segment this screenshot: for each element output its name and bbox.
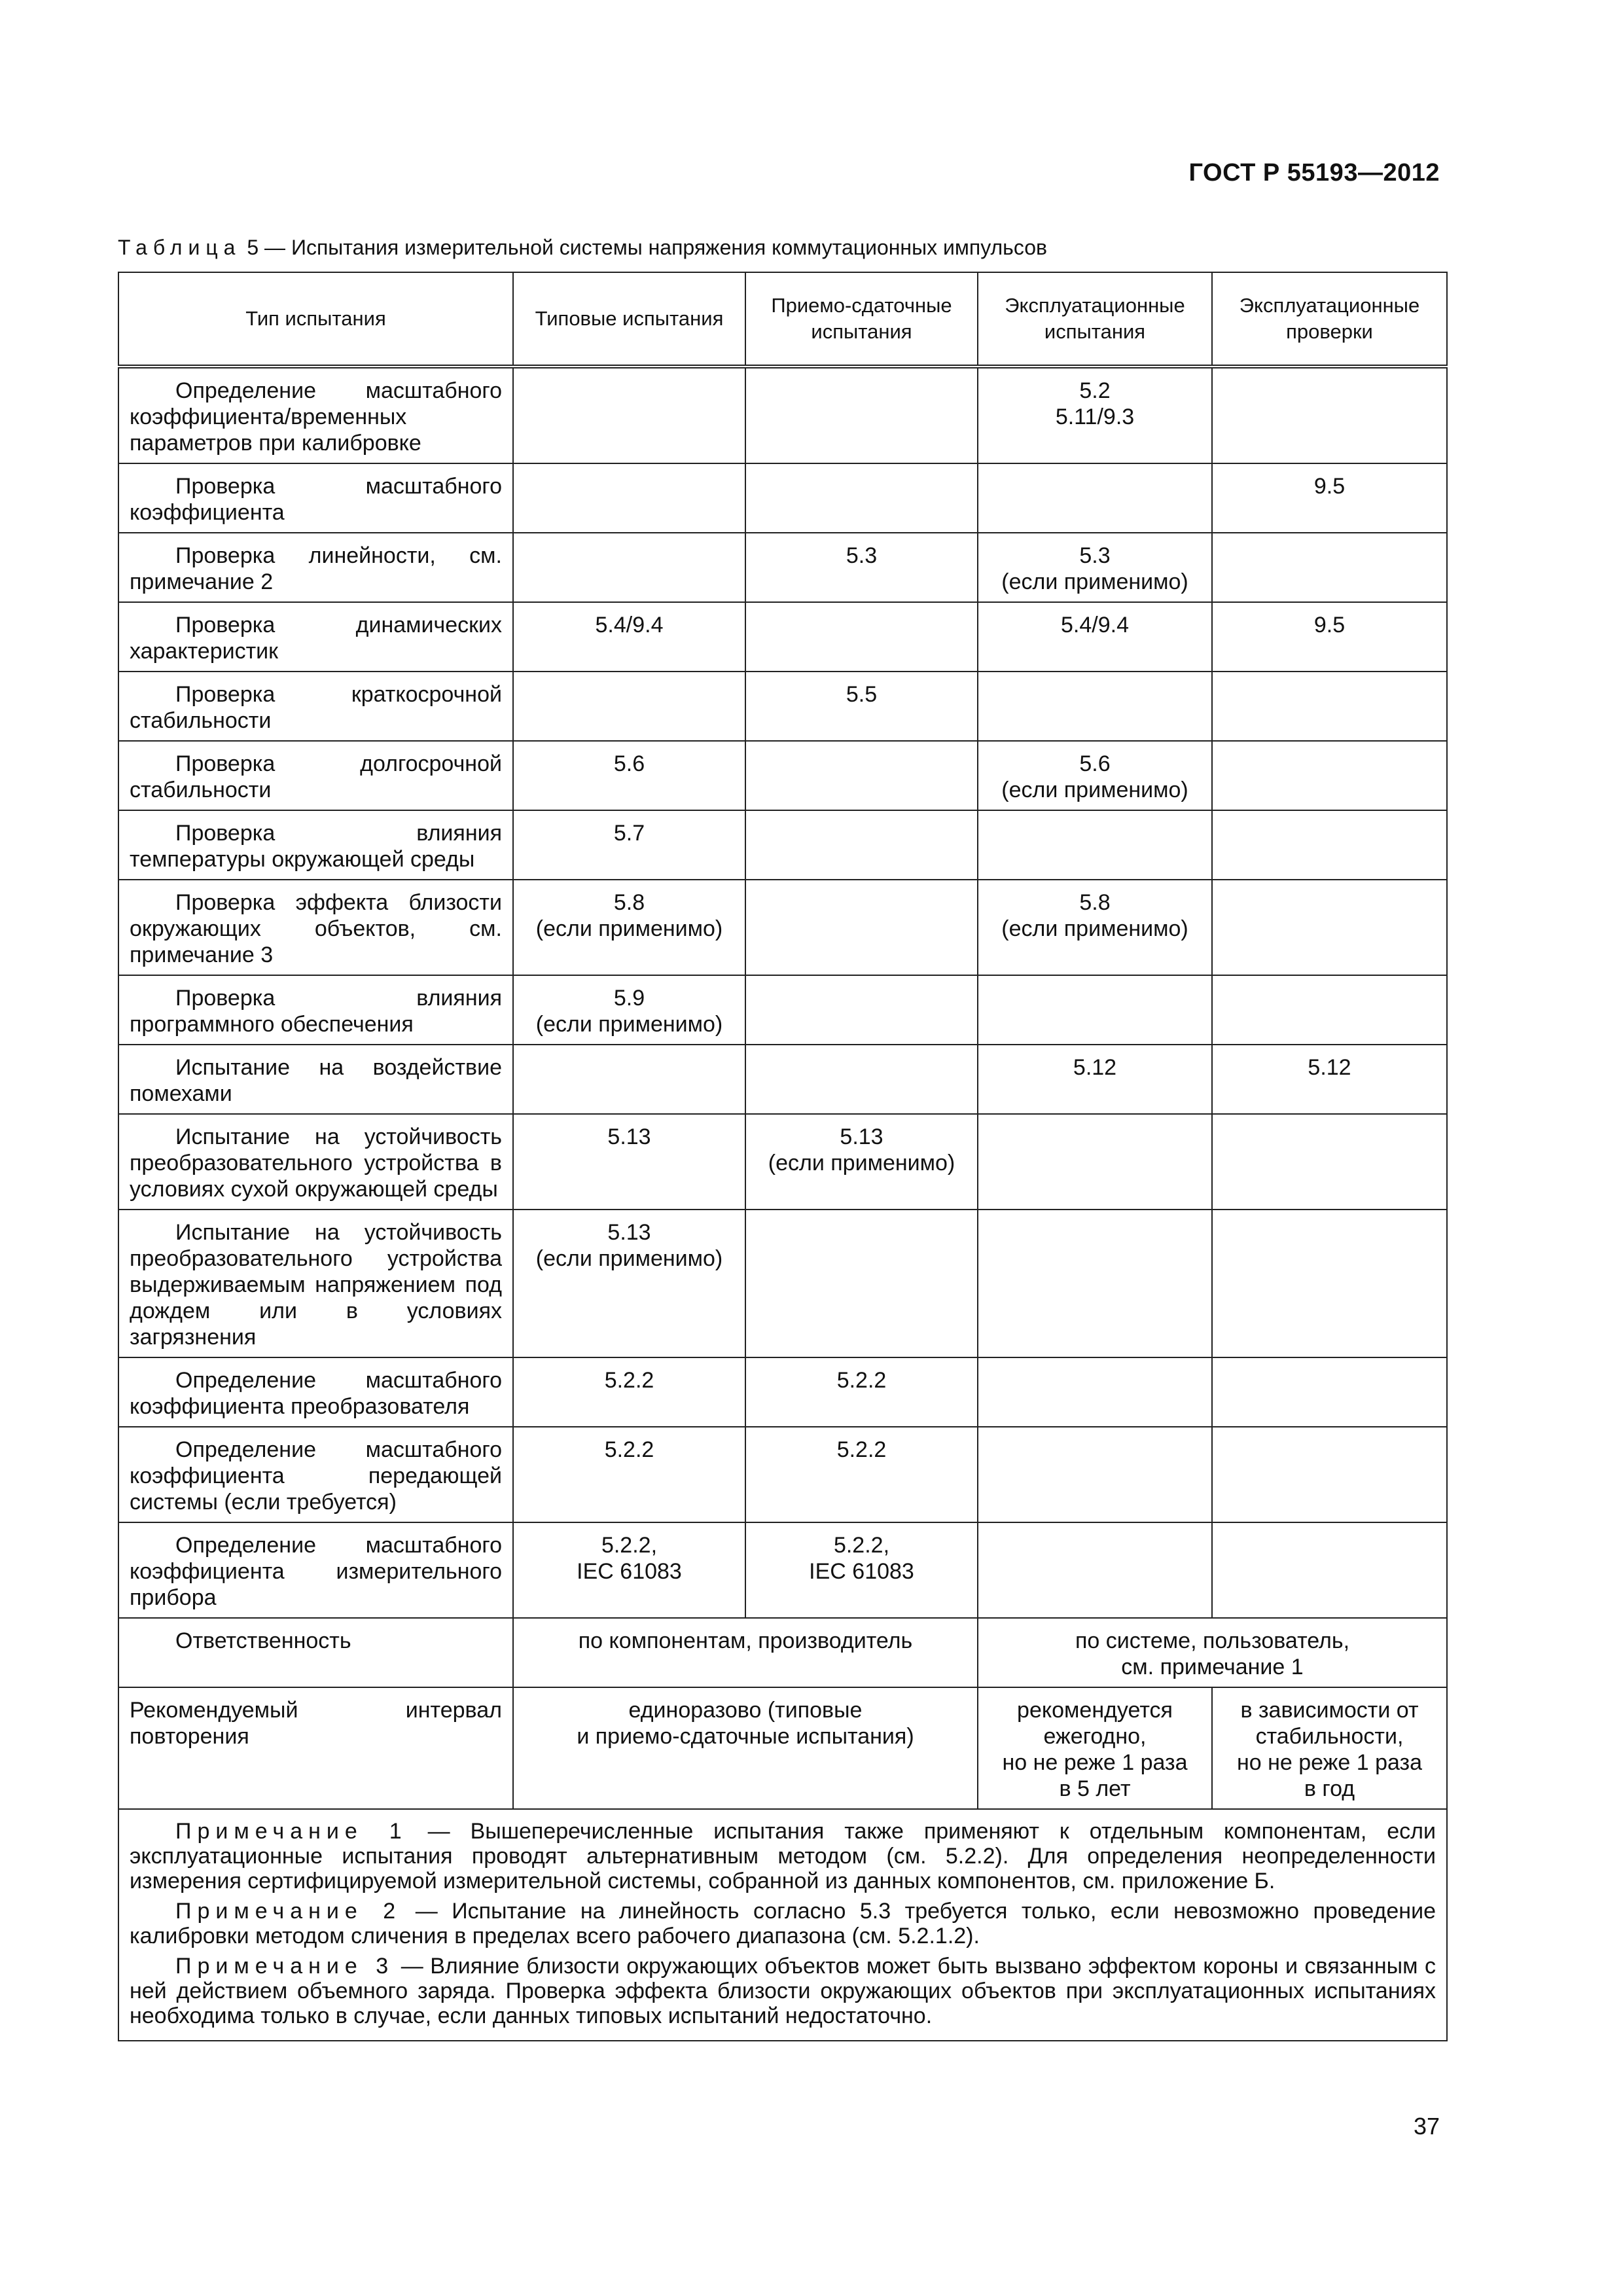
acceptance-cell: 5.5 (745, 672, 978, 741)
notes-row (118, 1809, 1447, 2041)
notes-cell (118, 1809, 1447, 2041)
test-type-cell: Проверка линейности, см. примечание 2 (118, 533, 513, 602)
table-row (118, 367, 1447, 463)
typical-cell (513, 533, 745, 602)
test-type-cell: Определение масштабного коэффициента/временных параметров при калибровке (118, 367, 513, 463)
checks-cell (1212, 367, 1447, 463)
table-row (118, 602, 1447, 672)
acceptance-cell (745, 367, 978, 463)
operational-cell (978, 672, 1212, 741)
typical-cell: 5.9 (если применимо) (513, 975, 745, 1045)
acceptance-cell (745, 463, 978, 533)
header-checks: Эксплуатационные проверки (1212, 272, 1447, 367)
operational-cell (978, 1114, 1212, 1210)
responsibility-user: по системе, пользователь, см. примечание 1 (978, 1618, 1447, 1687)
acceptance-cell (745, 1210, 978, 1357)
typical-cell: 5.13 (513, 1114, 745, 1210)
operational-cell (978, 1522, 1212, 1618)
table-row (118, 672, 1447, 741)
interval-stability: в зависимости от стабильности, но не реже 1 раза в год (1212, 1687, 1447, 1809)
test-type-cell: Проверка влияния программного обеспечения (118, 975, 513, 1045)
note-1-label: Примечание 1 (175, 1819, 408, 1844)
header-acceptance: Приемо-сдаточные испытания (745, 272, 978, 367)
standard-code: ГОСТ Р 55193—2012 (1188, 159, 1440, 187)
checks-cell (1212, 741, 1447, 810)
typical-cell: 5.4/9.4 (513, 602, 745, 672)
table-row (118, 1427, 1447, 1522)
table-caption (118, 236, 1047, 260)
checks-cell (1212, 1522, 1447, 1618)
operational-cell: 5.6 (если применимо) (978, 741, 1212, 810)
table-row (118, 810, 1447, 880)
table-caption-text: — Испытания измерительной системы напряжения коммутационных импульсов (264, 236, 1047, 259)
table-body (118, 367, 1447, 1618)
header-test-type: Тип испытания (118, 272, 513, 367)
acceptance-cell (745, 975, 978, 1045)
acceptance-cell: 5.2.2, IEC 61083 (745, 1522, 978, 1618)
test-type-cell: Определение масштабного коэффициента измерительного прибора (118, 1522, 513, 1618)
acceptance-cell (745, 810, 978, 880)
operational-cell (978, 1427, 1212, 1522)
acceptance-cell: 5.13 (если применимо) (745, 1114, 978, 1210)
table-row (118, 1210, 1447, 1357)
checks-cell (1212, 810, 1447, 880)
note-2-text: — Испытание на линейность согласно 5.3 требуется только, если невозможно проведение калибровки методом сличения в пределах всего рабочего диапазона (см. 5.2.1.2). (130, 1899, 1436, 1948)
operational-cell: 5.2 5.11/9.3 (978, 367, 1212, 463)
test-type-cell: Проверка влияния температуры окружающей среды (118, 810, 513, 880)
table-row (118, 533, 1447, 602)
table-row (118, 1045, 1447, 1114)
test-type-cell: Проверка эффекта близости окружающих объектов, см. примечание 3 (118, 880, 513, 975)
checks-cell: 9.5 (1212, 463, 1447, 533)
table-row (118, 975, 1447, 1045)
operational-cell (978, 810, 1212, 880)
typical-cell: 5.6 (513, 741, 745, 810)
responsibility-label: Ответственность (118, 1618, 513, 1687)
operational-cell: 5.3 (если применимо) (978, 533, 1212, 602)
interval-row (118, 1687, 1447, 1809)
header-typical: Типовые испытания (513, 272, 745, 367)
typical-cell: 5.2.2 (513, 1427, 745, 1522)
page-number: 37 (1413, 2113, 1440, 2140)
acceptance-cell (745, 741, 978, 810)
table-header-row (118, 272, 1447, 367)
test-type-cell: Проверка динамических характеристик (118, 602, 513, 672)
table-row (118, 463, 1447, 533)
note-2-label: Примечание 2 (175, 1899, 402, 1924)
checks-cell (1212, 1210, 1447, 1357)
table-row (118, 741, 1447, 810)
checks-cell (1212, 1114, 1447, 1210)
operational-cell (978, 1357, 1212, 1427)
tests-table (118, 272, 1448, 2041)
typical-cell: 5.2.2 (513, 1357, 745, 1427)
table-row (118, 1522, 1447, 1618)
typical-cell: 5.13 (если применимо) (513, 1210, 745, 1357)
interval-once: единоразово (типовые и приемо-сдаточные испытания) (513, 1687, 978, 1809)
interval-label-text: Рекомендуемый интервал повторения (130, 1698, 502, 1749)
acceptance-cell (745, 880, 978, 975)
checks-cell (1212, 975, 1447, 1045)
note-2 (130, 1899, 1436, 1948)
test-type-cell: Проверка масштабного коэффициента (118, 463, 513, 533)
note-1-text: — Вышеперечисленные испытания также применяют к отдельным компонентам, если эксплуатационные испытания проводят альтернативным методом (см. 5.2.2). Для определения неопределенности измерения сертифицируемой измерительной системы, собранной из данных компонентов, см. приложение Б. (130, 1819, 1436, 1893)
operational-cell (978, 1210, 1212, 1357)
test-type-cell: Определение масштабного коэффициента передающей системы (если требуется) (118, 1427, 513, 1522)
acceptance-cell: 5.2.2 (745, 1357, 978, 1427)
note-3-label: Примечание 3 (175, 1954, 395, 1979)
test-type-cell: Испытание на устойчивость преобразовательного устройства в условиях сухой окружающей среды (118, 1114, 513, 1210)
typical-cell (513, 367, 745, 463)
checks-cell: 5.12 (1212, 1045, 1447, 1114)
test-type-cell: Проверка краткосрочной стабильности (118, 672, 513, 741)
typical-cell (513, 1045, 745, 1114)
acceptance-cell: 5.2.2 (745, 1427, 978, 1522)
note-3-text: — Влияние близости окружающих объектов может быть вызвано эффектом короны и связанным с ней действием объемного заряда. Проверка эффекта близости окружающих объектов при эксплуатационных испытаниях необходима только в случае, если данных типовых испытаний недостаточно. (130, 1954, 1436, 2028)
operational-cell (978, 463, 1212, 533)
test-type-cell: Испытание на устойчивость преобразовательного устройства выдерживаемым напряжением под дождем или в условиях загрязнения (118, 1210, 513, 1357)
test-type-cell: Испытание на воздействие помехами (118, 1045, 513, 1114)
typical-cell (513, 672, 745, 741)
operational-cell: 5.4/9.4 (978, 602, 1212, 672)
operational-cell (978, 975, 1212, 1045)
checks-cell (1212, 672, 1447, 741)
operational-cell: 5.8 (если применимо) (978, 880, 1212, 975)
test-type-cell: Определение масштабного коэффициента преобразователя (118, 1357, 513, 1427)
checks-cell (1212, 533, 1447, 602)
typical-cell (513, 463, 745, 533)
interval-annual: рекомендуется ежегодно, но не реже 1 раза в 5 лет (978, 1687, 1212, 1809)
test-type-cell: Проверка долгосрочной стабильности (118, 741, 513, 810)
table-row (118, 1114, 1447, 1210)
acceptance-cell: 5.3 (745, 533, 978, 602)
table-row (118, 880, 1447, 975)
note-1 (130, 1819, 1436, 1893)
typical-cell: 5.7 (513, 810, 745, 880)
operational-cell: 5.12 (978, 1045, 1212, 1114)
responsibility-row (118, 1618, 1447, 1687)
checks-cell: 9.5 (1212, 602, 1447, 672)
header-operational: Эксплуатационные испытания (978, 272, 1212, 367)
table-caption-number: 5 (247, 236, 259, 259)
table-footer (118, 1618, 1447, 2041)
acceptance-cell (745, 602, 978, 672)
acceptance-cell (745, 1045, 978, 1114)
typical-cell: 5.8 (если применимо) (513, 880, 745, 975)
interval-label (118, 1687, 513, 1809)
checks-cell (1212, 1357, 1447, 1427)
checks-cell (1212, 1427, 1447, 1522)
checks-cell (1212, 880, 1447, 975)
responsibility-manufacturer: по компонентам, производитель (513, 1618, 978, 1687)
table-row (118, 1357, 1447, 1427)
note-3 (130, 1954, 1436, 2028)
typical-cell: 5.2.2, IEC 61083 (513, 1522, 745, 1618)
table-caption-label: Таблица (118, 236, 241, 259)
